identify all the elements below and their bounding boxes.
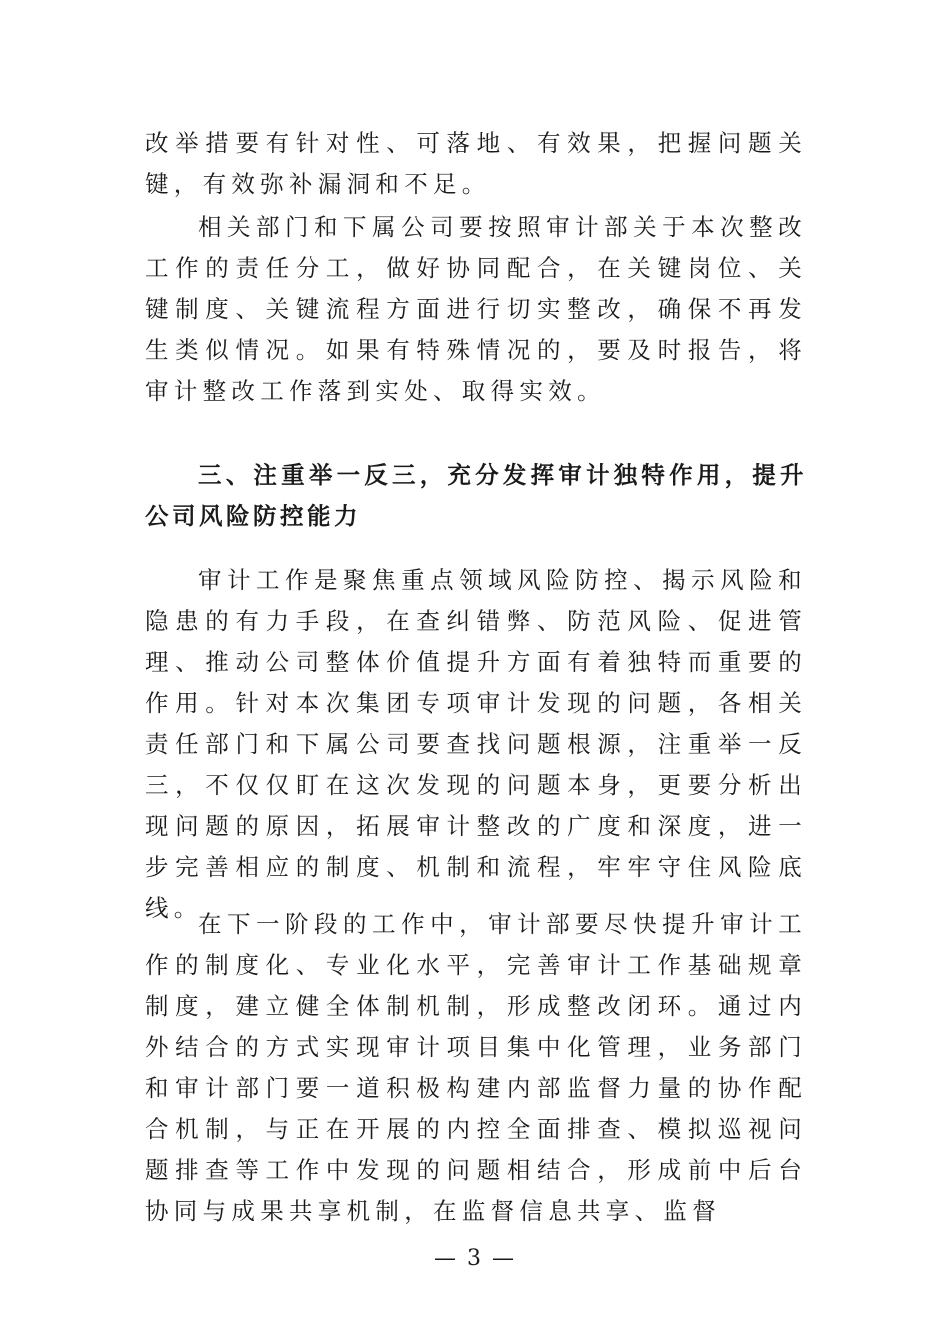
page-number: — 3 — <box>434 1246 516 1271</box>
body-paragraph: 相关部门和下属公司要按照审计部关于本次整改工作的责任分工，做好协同配合，在关键岗位、关键制度、关键流程方面进行切实整改，确保不再发生类似情况。如果有特殊情况的，要及时报告，将审计整改工作落到实处、取得实效。 <box>145 213 807 405</box>
body-paragraph: 在下一阶段的工作中，审计部要尽快提升审计工作的制度化、专业化水平，完善审计工作基础规章制度，建立健全体制机制，形成整改闭环。通过内外结合的方式实现审计项目集中化管理，业务部门和审计部门要一道积极构建内部监督力量的协作配合机制，与正在开展的内控全面排查、模拟巡视问题排查等工作中发现的问题相结合，形成前中后台协同与成果共享机制，在监督信息共享、监督 <box>145 910 807 1225</box>
body-paragraph: 审计工作是聚焦重点领域风险防控、揭示风险和隐患的有力手段，在查纠错弊、防范风险、促进管理、推动公司整体价值提升方面有着独特而重要的作用。针对本次集团专项审计发现的问题，各相关责任部门和下属公司要查找问题根源，注重举一反三，不仅仅盯在这次发现的问题本身，更要分析出现问题的原因，拓展审计整改的广度和深度，进一步完善相应的制度、机制和流程，牢牢守住风险底线。 <box>145 566 807 922</box>
section-heading: 三、注重举一反三，充分发挥审计独特作用，提升公司风险防控能力 <box>145 461 807 530</box>
body-paragraph: 改举措要有针对性、可落地、有效果，把握问题关键，有效弥补漏洞和不足。 <box>145 129 807 198</box>
